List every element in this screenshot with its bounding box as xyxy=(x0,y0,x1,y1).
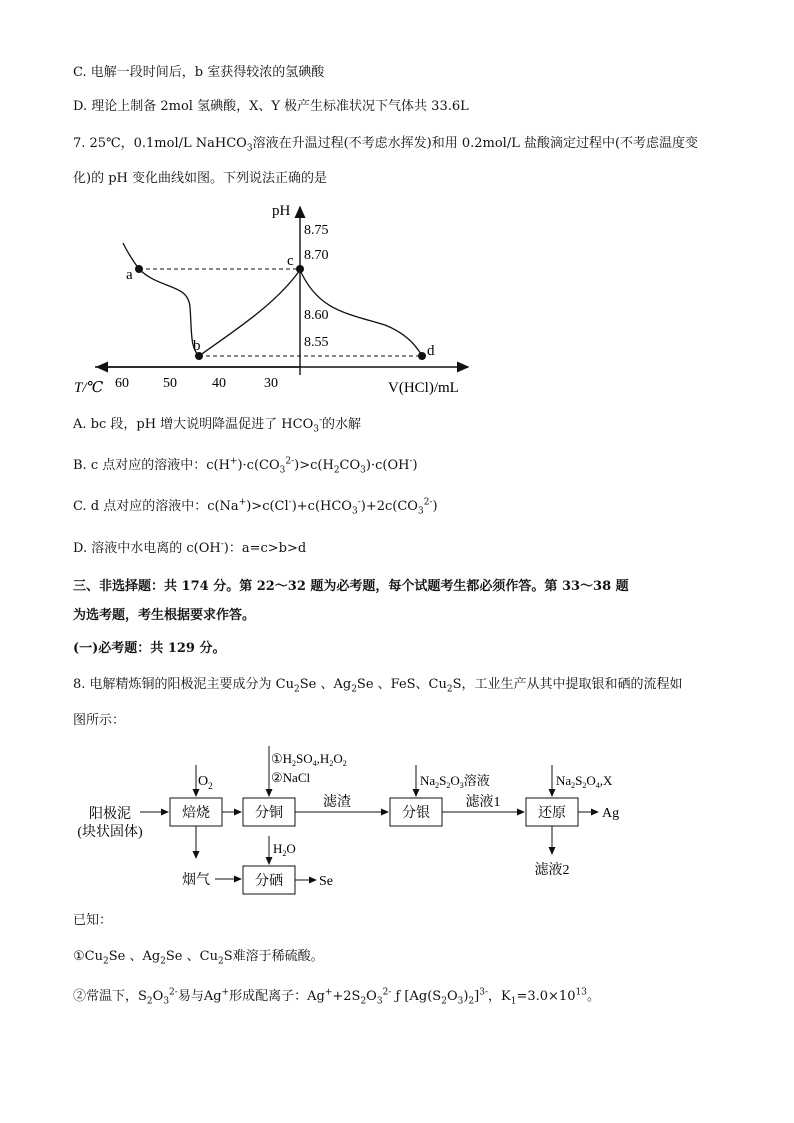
point-a xyxy=(135,265,143,273)
flow-box-silver-label: 分银 xyxy=(402,806,430,821)
q7-option-c: C. d 点对应的溶液中：$c(Na^+)>c(Cl^-)+c(HCO_3^-)+2c(CO_3^{2-})$ xyxy=(73,497,438,517)
flow-reagent-copper-1: $①H_2SO_4,H_2O_2$ xyxy=(271,751,347,768)
q7-option-d: D. 溶液中水电离的 c(OH-)：a=c>b>d xyxy=(73,539,307,556)
flow-box-roast-label: 焙烧 xyxy=(182,806,210,821)
q8-stem-line1: 8. 电解精炼铜的阳极泥主要成分为 $Cu_2Se$ 、$Ag_2Se$ 、FeS、$Cu_2S$，工业生产从其中提取银和硒的流程如 xyxy=(73,677,683,695)
option-d-prev: D. 理论上制备 2mol 氢碘酸，X、Y 极产生标准状况下气体共 33.6L xyxy=(73,99,469,114)
flow-o2-label: $O_2$ xyxy=(198,774,213,791)
section3-line2: 为选考题，考生根据要求作答。 xyxy=(73,608,256,623)
flow-reagent-reduce: $Na_2S_2O_4,X$ xyxy=(556,773,613,790)
flow-h2o-label: $H_2O$ xyxy=(273,841,296,858)
flow-filtrate2: 滤液2 xyxy=(534,863,570,878)
point-c xyxy=(296,265,304,273)
q7-option-b: B. c 点对应的溶液中：$c(H^+)\cdot c(CO_3^{2-})>c(H_2CO_3)\cdot c(OH^-)$ xyxy=(73,456,418,476)
y-tick-870: 8.70 xyxy=(304,248,329,263)
y-tick-860: 8.60 xyxy=(304,308,329,323)
flow-reagent-silver: $Na_2S_2O_3$溶液 xyxy=(420,773,490,790)
x-tick-40: 40 xyxy=(212,376,226,391)
x-axis-label-right: V(HCl)/mL xyxy=(388,380,459,396)
flow-product-se: Se xyxy=(319,874,333,889)
x-tick-60: 60 xyxy=(115,376,129,391)
y-axis-label: pH xyxy=(272,203,291,219)
y-tick-875: 8.75 xyxy=(304,223,329,238)
y-tick-855: 8.55 xyxy=(304,335,329,350)
flow-edge-filtrate1: 滤液1 xyxy=(465,795,501,810)
known-heading: 已知： xyxy=(73,913,113,928)
flow-product-ag: Ag xyxy=(602,806,620,821)
q8-stem-line2: 图所示： xyxy=(73,713,126,728)
flow-edge-residue: 滤渣 xyxy=(323,795,351,810)
point-d xyxy=(418,352,426,360)
q7-stem-line1: 7. 25℃，0.1mol/L NaHCO$_3$溶液在升温过程(不考虑水挥发)和用 0.2mol/L 盐酸滴定过程中(不考虑温度变 xyxy=(73,136,699,154)
flow-smoke-label: 烟气 xyxy=(182,873,210,888)
point-c-label: c xyxy=(287,253,294,269)
known-item-1: $①Cu_2Se$ 、$Ag_2Se$ 、$Cu_2S$难溶于稀硫酸。 xyxy=(73,949,324,967)
q7-stem-line2: 化)的 pH 变化曲线如图。下列说法正确的是 xyxy=(73,171,327,186)
known-item-2: ②常温下，$S_2O_3^{2-}$易与Ag+形成配离子：$Ag^++2S_2O_3^{2-}$ ƒ $[Ag(S_2O_3)_2]^{3-}$，$K_1=3.0\times 10^{13}$。 xyxy=(73,987,600,1007)
flow-box-reduce-label: 还原 xyxy=(538,806,566,821)
section3-line1: 三、非选择题：共 174 分。第 22～32 题为必考题，每个试题考生都必须作答。第 33～38 题 xyxy=(73,579,629,594)
flow-input-line1: 阳极泥 xyxy=(89,807,131,822)
curve-bc xyxy=(199,270,300,356)
curve-heating xyxy=(123,243,199,356)
q7-option-a: A. bc 段，pH 增大说明降温促进了 $HCO_3^-$的水解 xyxy=(73,415,362,435)
x-tick-50: 50 xyxy=(163,376,177,391)
point-d-label: d xyxy=(427,343,435,359)
x-axis-label-left: T/℃ xyxy=(74,380,104,396)
ph-curve-chart xyxy=(0,195,794,405)
section3-required: (一)必考题：共 129 分。 xyxy=(73,641,226,656)
option-c-prev: C. 电解一段时间后，b 室获得较浓的氢碘酸 xyxy=(73,65,325,80)
flow-box-copper-label: 分铜 xyxy=(255,806,283,821)
x-tick-30: 30 xyxy=(264,376,278,391)
flow-box-selenium-label: 分硒 xyxy=(255,874,283,889)
flow-reagent-copper-2: ②NaCl xyxy=(271,770,311,785)
flow-input-line2: (块状固体) xyxy=(77,825,143,840)
point-b-label: b xyxy=(193,338,201,354)
point-a-label: a xyxy=(126,267,133,283)
process-flowchart xyxy=(0,738,794,898)
